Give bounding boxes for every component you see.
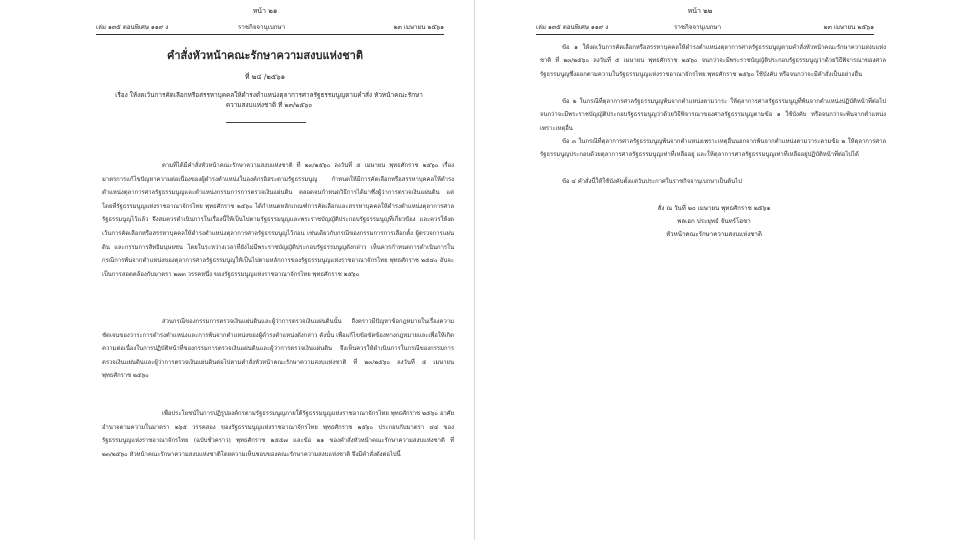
header-date: ๒๓ เมษายน ๒๕๖๑ (393, 24, 444, 31)
clause-2: ข้อ ๒ ในกรณีที่ตุลาการศาลรัฐธรรมนูญพ้นจากตำแหน่งตามวาระ ให้ตุลาการศาลรัฐธรรมนูญที่พ้นจากตำแหน่งปฏิบัติหน้าที่ต่อไปจนกว่าจะมีพระราชบัญญัติประกอบรัฐธรรมนูญว่าด้วยวิธีพิจารณาของศาลรัฐธรรมนูญตามข้อ ๑ ใช้บังคับ หรือจนกว่าจะพ้นจากตำแหน่งเพราะเหตุอื่น (540, 99, 886, 132)
header-rule (536, 34, 874, 35)
header-publication: ราชกิจจานุเบกษา (674, 24, 722, 31)
header-rule (96, 34, 444, 35)
page-number: หน้า ๒๑ (252, 7, 278, 15)
order-number: ที่ ๒๔ /๒๕๖๑ (244, 73, 286, 81)
gazette-page-left (64, 0, 466, 540)
body-paragraph: เพื่อประโยชน์ในการปฏิรูปองค์กรตามรัฐธรรมนูญภายใต้รัฐธรรมนูญแห่งราชอาณาจักรไทย พุทธศักราช ๒๕๖๐ อาศัยอำนาจตามความในมาตรา ๒๖๕ วรรคสอง ของรัฐธรรมนูญแห่งราชอาณาจักรไทย พุทธศักราช ๒๕๖๐ ประกอบกับมาตรา ๔๔ ของรัฐธรรมนูญแห่งราชอาณาจักรไทย (ฉบับชั่วคราว) พุทธศักราช ๒๕๕๗ และข้อ ๒๑ ของคำสั่งหัวหน้าคณะรักษาความสงบแห่งชาติ ที่ ๒๓/๒๕๖๐ หัวหน้าคณะรักษาความสงบแห่งชาติโดยความเห็นชอบของคณะรักษาความสงบแห่งชาติ จึงมีคำสั่งดังต่อไปนี้ (102, 411, 454, 458)
subject-rule (226, 122, 306, 123)
body-paragraph: ส่วนกรณีของกรรมการตรวจเงินแผ่นดินและผู้ว่าการตรวจเงินแผ่นดินนั้น ถึงคราวมีปัญหาข้อกฎหมายในเรื่องความชัดเจนของวาระการดำรงตำแหน่งและการพ้นจากตำแหน่งของผู้ดำรงตำแหน่งดังกล่าว ดังนั้น เพื่อแก้ไขข้อขัดข้องทางกฎหมายและเพื่อให้เกิดความต่อเนื่องในการปฏิบัติหน้าที่ของกรรมการตรวจเงินแผ่นดินและผู้ว่าการตรวจเงินแผ่นดิน จึงเห็นควรให้ดำเนินการในกรณีของกรรมการตรวจเงินแผ่นดินและผู้ว่าการตรวจเงินแผ่นดินต่อไปตามคำสั่งหัวหน้าคณะรักษาความสงบแห่งชาติ ที่ ๒๓/๒๕๖๐ ลงวันที่ ๕ เมษายน พุทธศักราช ๒๕๖๐ (102, 319, 454, 380)
header-date: ๒๓ เมษายน ๒๕๖๑ (823, 24, 874, 31)
gazette-page-right (504, 0, 896, 540)
header-publication: ราชกิจจานุเบกษา (238, 24, 286, 31)
body-paragraph: ตามที่ได้มีคำสั่งหัวหน้าคณะรักษาความสงบแห่งชาติ ที่ ๒๓/๒๕๖๐ ลงวันที่ ๕ เมษายน พุทธศักราช ๒๕๖๐ เรื่อง มาตรการแก้ไขปัญหาความต่อเนื่องของผู้ดำรงตำแหน่งในองค์กรอิสระตามรัฐธรรมนูญ กำหนดให้มีการคัดเลือกหรือสรรหาบุคคลให้ดำรงตำแหน่งตุลาการศาลรัฐธรรมนูญและตำแหน่งกรรมการการตรวจเงินแผ่นดิน ตลอดจนกำหนดวิธีการได้มาซึ่งผู้ว่าการตรวจเงินแผ่นดิน แต่โดยที่รัฐธรรมนูญแห่งราชอาณาจักรไทย พุทธศักราช ๒๕๖๐ ได้กำหนดหลักเกณฑ์การคัดเลือกและสรรหาบุคคลให้ดำรงตำแหน่งตุลาการศาลรัฐธรรมนูญไว้แล้ว จึงสมควรดำเนินการในเรื่องนี้ให้เป็นไปตามรัฐธรรมนูญและพระราชบัญญัติประกอบรัฐธรรมนูญที่เกี่ยวข้อง และควรให้งดเว้นการคัดเลือกหรือสรรหาบุคคลให้ดำรงตำแหน่งตุลาการศาลรัฐธรรมนูญไว้ก่อน เช่นเดียวกับกรณีของกรรมการการเลือกตั้ง ผู้ตรวจการแผ่นดิน และกรรมการสิทธิมนุษยชน โดยในระหว่างเวลาที่ยังไม่มีพระราชบัญญัติประกอบรัฐธรรมนูญดังกล่าว เห็นควรกำหนดการดำเนินการในกรณีการพ้นจากตำแหน่งของตุลาการศาลรัฐธรรมนูญให้เป็นไปตามหลักการของรัฐธรรมนูญแห่งราชอาณาจักรไทย พุทธศักราช ๒๕๔๐ อันจะเป็นการสอดคล้องกับมาตรา ๒๗๓ วรรคหนึ่ง ของรัฐธรรมนูญแห่งราชอาณาจักรไทย พุทธศักราช ๒๕๖๐ (102, 163, 454, 278)
order-title: คำสั่งหัวหน้าคณะรักษาความสงบแห่งชาติ (167, 49, 363, 62)
signatory-position: หัวหน้าคณะรักษาความสงบแห่งชาติ (666, 231, 762, 238)
header-volume: เล่ม ๑๓๕ ตอนพิเศษ ๑๑๙ ง (536, 24, 609, 31)
order-subject: เรื่อง ให้งดเว้นการคัดเลือกหรือสรรหาบุคคลให้ดำรงตำแหน่งตุลาการศาลรัฐธรรมนูญตามคำสั่ง หัวหน้าคณะรักษาความสงบแห่งชาติ ที่ ๒๓/๒๕๖๐ (115, 91, 423, 109)
page-gap-divider (474, 0, 475, 540)
signature-date: สั่ง ณ วันที่ ๒๐ เมษายน พุทธศักราช ๒๕๖๑ (657, 205, 771, 212)
header-volume: เล่ม ๑๓๕ ตอนพิเศษ ๑๑๙ ง (96, 24, 169, 31)
clause-4: ข้อ ๔ คำสั่งนี้ให้ใช้บังคับตั้งแต่วันประกาศในราชกิจจานุเบกษาเป็นต้นไป (562, 179, 742, 185)
clause-3: ข้อ ๓ ในกรณีที่ตุลาการศาลรัฐธรรมนูญพ้นจากตำแหน่งเพราะเหตุอื่นนอกจากพ้นจากตำแหน่งตามวาระตามข้อ ๒ ให้ตุลาการศาลรัฐธรรมนูญประกอบด้วยตุลาการศาลรัฐธรรมนูญเท่าที่เหลืออยู่ และให้ตุลาการศาลรัฐธรรมนูญเท่าที่เหลืออยู่ปฏิบัติหน้าที่ต่อไปได้ (540, 139, 886, 159)
page-number: หน้า ๒๒ (687, 7, 713, 15)
signatory-name: พลเอก ประยุทธ์ จันทร์โอชา (677, 218, 751, 225)
clause-1: ข้อ ๑ ให้งดเว้นการคัดเลือกหรือสรรหาบุคคลให้ดำรงตำแหน่งตุลาการศาลรัฐธรรมนูญตามคำสั่งหัวหน้าคณะรักษาความสงบแห่งชาติ ที่ ๒๓/๒๕๖๐ ลงวันที่ ๕ เมษายน พุทธศักราช ๒๕๖๐ จนกว่าจะมีพระราชบัญญัติประกอบรัฐธรรมนูญว่าด้วยวิธีพิจารณาของศาลรัฐธรรมนูญซึ่งออกตามความในรัฐธรรมนูญแห่งราชอาณาจักรไทย พุทธศักราช ๒๕๖๐ ใช้บังคับ หรือจนกว่าจะมีคำสั่งเป็นอย่างอื่น (540, 45, 886, 78)
